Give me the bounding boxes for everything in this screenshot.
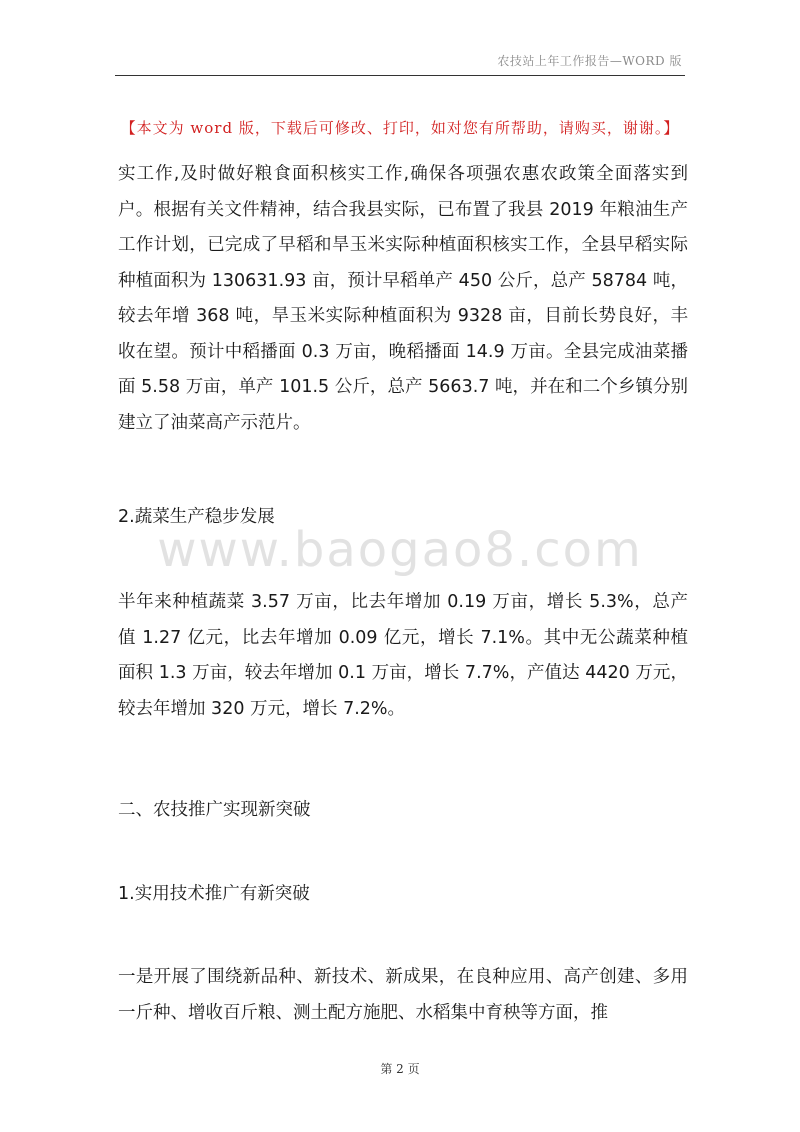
page-number: 第 2 页 [380,1062,420,1076]
header-divider [115,75,685,76]
watermark: www.baogao8.com [157,522,643,578]
running-header: 农技站上年工作报告—WORD 版 [497,54,682,68]
heading-vegetable-production: 2.蔬菜生产稳步发展 [118,507,275,527]
paragraph-new-varieties: 一是开展了围绕新品种、新技术、新成果，在良种应用、高产创建、多用一斤种、增收百斤粮、测土配方施肥、水稻集中育秧等方面，推 [118,967,688,1023]
paragraph-grain-oil: 实工作,及时做好粮食面积核实工作,确保各项强农惠农政策全面落实到户。根据有关文件精神，结合我县实际，已布置了我县 2019 年粮油生产工作计划，已完成了早稻和旱玉米实际种植面积核实工作，全县早稻实际种植面积为 130631.93 亩，预计早稻单产 450 公斤，总产 58784 吨，较去年增 368 吨，旱玉米实际种植面积为 9328 亩，目前长势良好，丰收在望。预计中稻播面 0.3 万亩，晚稻播面 14.9 万亩。全县完成油菜播面 5.58 万亩，单产 101.5 公斤，总产 5663.7 吨，并在和二个乡镇分别建立了油菜高产示范片。 [118,164,688,433]
paragraph-vegetable-stats: 半年来种植蔬菜 3.57 万亩，比去年增加 0.19 万亩，增长 5.3%，总产值 1.27 亿元，比去年增加 0.09 亿元，增长 7.1%。其中无公蔬菜种植面积 1.3 万亩，较去年增加 0.1 万亩，增长 7.7%，产值达 4420 万元，较去年增加 320 万元，增长 7.2%。 [118,592,688,719]
heading-tech-promotion: 二、农技推广实现新突破 [118,800,311,820]
download-notice: 【本文为 word 版，下载后可修改、打印，如对您有所帮助，请购买，谢谢。】 [120,119,680,137]
heading-practical-tech: 1.实用技术推广有新突破 [118,884,310,904]
